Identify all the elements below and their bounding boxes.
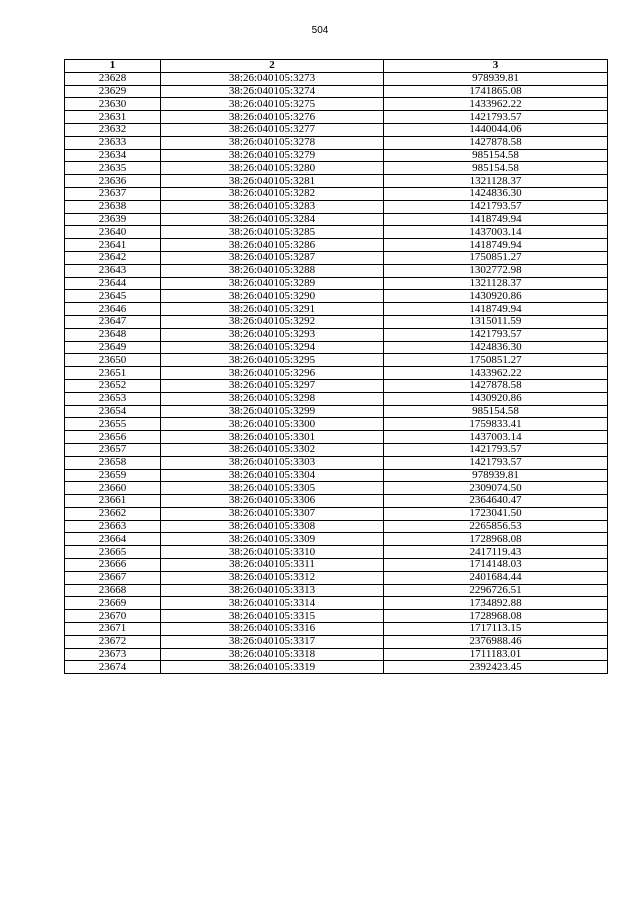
cadastral-value-cell: 1437003.14: [384, 431, 608, 444]
column-header-1: 1: [65, 60, 161, 73]
cadastral-number-cell: 38:26:040105:3278: [161, 136, 384, 149]
cadastral-value-cell: 1427878.58: [384, 136, 608, 149]
cadastral-number-cell: 38:26:040105:3306: [161, 495, 384, 508]
table-row: [65, 213, 608, 226]
cadastral-number-cell: 38:26:040105:3313: [161, 584, 384, 597]
cadastral-number-cell: 38:26:040105:3294: [161, 341, 384, 354]
cadastral-value-cell: 1433962.22: [384, 98, 608, 111]
row-number-cell: 23658: [65, 456, 161, 469]
cadastral-number-cell: 38:26:040105:3279: [161, 149, 384, 162]
row-number-cell: 23673: [65, 648, 161, 661]
cadastral-value-cell: 978939.81: [384, 469, 608, 482]
cadastral-number-cell: 38:26:040105:3288: [161, 264, 384, 277]
cadastral-value-cell: 2376988.46: [384, 635, 608, 648]
row-number-cell: 23655: [65, 418, 161, 431]
table-row: [65, 559, 608, 572]
table-row: [65, 367, 608, 380]
cadastral-value-cell: 1440044.06: [384, 123, 608, 136]
row-number-cell: 23628: [65, 72, 161, 85]
row-number-cell: 23654: [65, 405, 161, 418]
cadastral-value-cell: 1728968.08: [384, 533, 608, 546]
cadastral-number-cell: 38:26:040105:3298: [161, 392, 384, 405]
row-number-cell: 23648: [65, 328, 161, 341]
table-row: [65, 187, 608, 200]
cadastral-value-cell: 1711183.01: [384, 648, 608, 661]
row-number-cell: 23667: [65, 571, 161, 584]
table-row: [65, 123, 608, 136]
table-row: [65, 85, 608, 98]
cadastral-value-cell: 978939.81: [384, 72, 608, 85]
cadastral-value-cell: 1759833.41: [384, 418, 608, 431]
row-number-cell: 23650: [65, 354, 161, 367]
table-row: [65, 635, 608, 648]
cadastral-value-cell: 1418749.94: [384, 239, 608, 252]
table-row: [65, 354, 608, 367]
cadastral-number-cell: 38:26:040105:3291: [161, 303, 384, 316]
table-row: [65, 162, 608, 175]
cadastral-number-cell: 38:26:040105:3296: [161, 367, 384, 380]
table-row: [65, 648, 608, 661]
cadastral-number-cell: 38:26:040105:3303: [161, 456, 384, 469]
row-number-cell: 23662: [65, 507, 161, 520]
row-number-cell: 23640: [65, 226, 161, 239]
cadastral-number-cell: 38:26:040105:3318: [161, 648, 384, 661]
table-row: [65, 661, 608, 674]
row-number-cell: 23634: [65, 149, 161, 162]
cadastral-value-cell: 1437003.14: [384, 226, 608, 239]
row-number-cell: 23633: [65, 136, 161, 149]
cadastral-value-cell: 2309074.50: [384, 482, 608, 495]
cadastral-number-cell: 38:26:040105:3295: [161, 354, 384, 367]
cadastral-value-cell: 1424836.30: [384, 187, 608, 200]
table-row: [65, 469, 608, 482]
cadastral-number-cell: 38:26:040105:3302: [161, 443, 384, 456]
cadastral-number-cell: 38:26:040105:3305: [161, 482, 384, 495]
cadastral-value-cell: 985154.58: [384, 162, 608, 175]
row-number-cell: 23664: [65, 533, 161, 546]
table-row: [65, 264, 608, 277]
cadastral-value-cell: 1321128.37: [384, 277, 608, 290]
row-number-cell: 23671: [65, 623, 161, 636]
table-row: [65, 456, 608, 469]
row-number-cell: 23663: [65, 520, 161, 533]
cadastral-value-cell: 985154.58: [384, 149, 608, 162]
table-row: [65, 136, 608, 149]
cadastral-value-cell: 1714148.03: [384, 559, 608, 572]
cadastral-number-cell: 38:26:040105:3309: [161, 533, 384, 546]
row-number-cell: 23629: [65, 85, 161, 98]
row-number-cell: 23637: [65, 187, 161, 200]
table-row: [65, 392, 608, 405]
cadastral-number-cell: 38:26:040105:3274: [161, 85, 384, 98]
row-number-cell: 23638: [65, 200, 161, 213]
table-row: [65, 277, 608, 290]
cadastral-value-table: [64, 59, 608, 674]
table-row: [65, 111, 608, 124]
row-number-cell: 23672: [65, 635, 161, 648]
cadastral-value-cell: 1728968.08: [384, 610, 608, 623]
cadastral-value-cell: 1418749.94: [384, 213, 608, 226]
cadastral-number-cell: 38:26:040105:3297: [161, 379, 384, 392]
table-row: [65, 610, 608, 623]
cadastral-number-cell: 38:26:040105:3287: [161, 251, 384, 264]
row-number-cell: 23631: [65, 111, 161, 124]
row-number-cell: 23666: [65, 559, 161, 572]
row-number-cell: 23668: [65, 584, 161, 597]
column-header-3: 3: [384, 60, 608, 73]
table-row: [65, 200, 608, 213]
cadastral-number-cell: 38:26:040105:3293: [161, 328, 384, 341]
table-row: [65, 431, 608, 444]
row-number-cell: 23653: [65, 392, 161, 405]
table-row: [65, 495, 608, 508]
cadastral-value-cell: 1433962.22: [384, 367, 608, 380]
cadastral-value-cell: 1315011.59: [384, 315, 608, 328]
cadastral-number-cell: 38:26:040105:3273: [161, 72, 384, 85]
cadastral-number-cell: 38:26:040105:3317: [161, 635, 384, 648]
row-number-cell: 23651: [65, 367, 161, 380]
table-row: [65, 72, 608, 85]
row-number-cell: 23646: [65, 303, 161, 316]
cadastral-number-cell: 38:26:040105:3285: [161, 226, 384, 239]
cadastral-number-cell: 38:26:040105:3289: [161, 277, 384, 290]
cadastral-number-cell: 38:26:040105:3276: [161, 111, 384, 124]
cadastral-value-cell: 1421793.57: [384, 328, 608, 341]
cadastral-value-cell: 1723041.50: [384, 507, 608, 520]
cadastral-number-cell: 38:26:040105:3275: [161, 98, 384, 111]
table-row: [65, 226, 608, 239]
row-number-cell: 23630: [65, 98, 161, 111]
cadastral-number-cell: 38:26:040105:3304: [161, 469, 384, 482]
cadastral-number-cell: 38:26:040105:3284: [161, 213, 384, 226]
row-number-cell: 23657: [65, 443, 161, 456]
row-number-cell: 23641: [65, 239, 161, 252]
cadastral-number-cell: 38:26:040105:3286: [161, 239, 384, 252]
page-number: 504: [311, 25, 329, 36]
cadastral-number-cell: 38:26:040105:3307: [161, 507, 384, 520]
cadastral-number-cell: 38:26:040105:3282: [161, 187, 384, 200]
table-row: [65, 584, 608, 597]
table-row: [65, 379, 608, 392]
row-number-cell: 23632: [65, 123, 161, 136]
cadastral-value-cell: 1430920.86: [384, 392, 608, 405]
cadastral-number-cell: 38:26:040105:3290: [161, 290, 384, 303]
cadastral-number-cell: 38:26:040105:3310: [161, 546, 384, 559]
cadastral-value-cell: 1750851.27: [384, 251, 608, 264]
cadastral-value-cell: 1750851.27: [384, 354, 608, 367]
column-header-2: 2: [161, 60, 384, 73]
cadastral-value-cell: 2401684.44: [384, 571, 608, 584]
table-row: [65, 507, 608, 520]
table-row: [65, 328, 608, 341]
row-number-cell: 23642: [65, 251, 161, 264]
table-row: [65, 443, 608, 456]
cadastral-value-cell: 985154.58: [384, 405, 608, 418]
cadastral-value-cell: 1321128.37: [384, 175, 608, 188]
cadastral-number-cell: 38:26:040105:3311: [161, 559, 384, 572]
table-row: [65, 597, 608, 610]
cadastral-number-cell: 38:26:040105:3312: [161, 571, 384, 584]
table-row: [65, 239, 608, 252]
header-row: [65, 60, 608, 73]
cadastral-number-cell: 38:26:040105:3283: [161, 200, 384, 213]
cadastral-value-cell: 1418749.94: [384, 303, 608, 316]
cadastral-value-cell: 2392423.45: [384, 661, 608, 674]
cadastral-number-cell: 38:26:040105:3319: [161, 661, 384, 674]
table-row: [65, 290, 608, 303]
row-number-cell: 23656: [65, 431, 161, 444]
row-number-cell: 23647: [65, 315, 161, 328]
table-row: [65, 623, 608, 636]
cadastral-number-cell: 38:26:040105:3292: [161, 315, 384, 328]
row-number-cell: 23635: [65, 162, 161, 175]
table-row: [65, 405, 608, 418]
cadastral-value-cell: 1421793.57: [384, 456, 608, 469]
table-row: [65, 571, 608, 584]
cadastral-value-cell: 2296726.51: [384, 584, 608, 597]
row-number-cell: 23660: [65, 482, 161, 495]
cadastral-value-cell: 1430920.86: [384, 290, 608, 303]
cadastral-value-cell: 1741865.08: [384, 85, 608, 98]
row-number-cell: 23643: [65, 264, 161, 277]
row-number-cell: 23639: [65, 213, 161, 226]
cadastral-number-cell: 38:26:040105:3316: [161, 623, 384, 636]
row-number-cell: 23645: [65, 290, 161, 303]
cadastral-value-cell: 1717113.15: [384, 623, 608, 636]
cadastral-number-cell: 38:26:040105:3281: [161, 175, 384, 188]
cadastral-value-cell: 1734892.88: [384, 597, 608, 610]
cadastral-value-cell: 2417119.43: [384, 546, 608, 559]
table-row: [65, 520, 608, 533]
cadastral-value-cell: 1427878.58: [384, 379, 608, 392]
row-number-cell: 23669: [65, 597, 161, 610]
row-number-cell: 23659: [65, 469, 161, 482]
row-number-cell: 23674: [65, 661, 161, 674]
cadastral-number-cell: 38:26:040105:3314: [161, 597, 384, 610]
table-body: [65, 72, 608, 673]
cadastral-value-cell: 1302772.98: [384, 264, 608, 277]
cadastral-value-cell: 2265856.53: [384, 520, 608, 533]
row-number-cell: 23652: [65, 379, 161, 392]
cadastral-number-cell: 38:26:040105:3301: [161, 431, 384, 444]
row-number-cell: 23661: [65, 495, 161, 508]
table-row: [65, 175, 608, 188]
cadastral-number-cell: 38:26:040105:3308: [161, 520, 384, 533]
table-row: [65, 315, 608, 328]
table-row: [65, 303, 608, 316]
cadastral-number-cell: 38:26:040105:3315: [161, 610, 384, 623]
cadastral-value-cell: 2364640.47: [384, 495, 608, 508]
cadastral-number-cell: 38:26:040105:3280: [161, 162, 384, 175]
row-number-cell: 23665: [65, 546, 161, 559]
cadastral-value-cell: 1424836.30: [384, 341, 608, 354]
table-row: [65, 98, 608, 111]
table-row: [65, 341, 608, 354]
table-row: [65, 149, 608, 162]
cadastral-value-cell: 1421793.57: [384, 111, 608, 124]
table-row: [65, 418, 608, 431]
table-row: [65, 533, 608, 546]
cadastral-number-cell: 38:26:040105:3277: [161, 123, 384, 136]
table-row: [65, 546, 608, 559]
row-number-cell: 23644: [65, 277, 161, 290]
cadastral-value-cell: 1421793.57: [384, 443, 608, 456]
cadastral-value-cell: 1421793.57: [384, 200, 608, 213]
row-number-cell: 23670: [65, 610, 161, 623]
table-header: [65, 60, 608, 73]
table-row: [65, 482, 608, 495]
cadastral-number-cell: 38:26:040105:3300: [161, 418, 384, 431]
row-number-cell: 23649: [65, 341, 161, 354]
table-row: [65, 251, 608, 264]
row-number-cell: 23636: [65, 175, 161, 188]
cadastral-number-cell: 38:26:040105:3299: [161, 405, 384, 418]
